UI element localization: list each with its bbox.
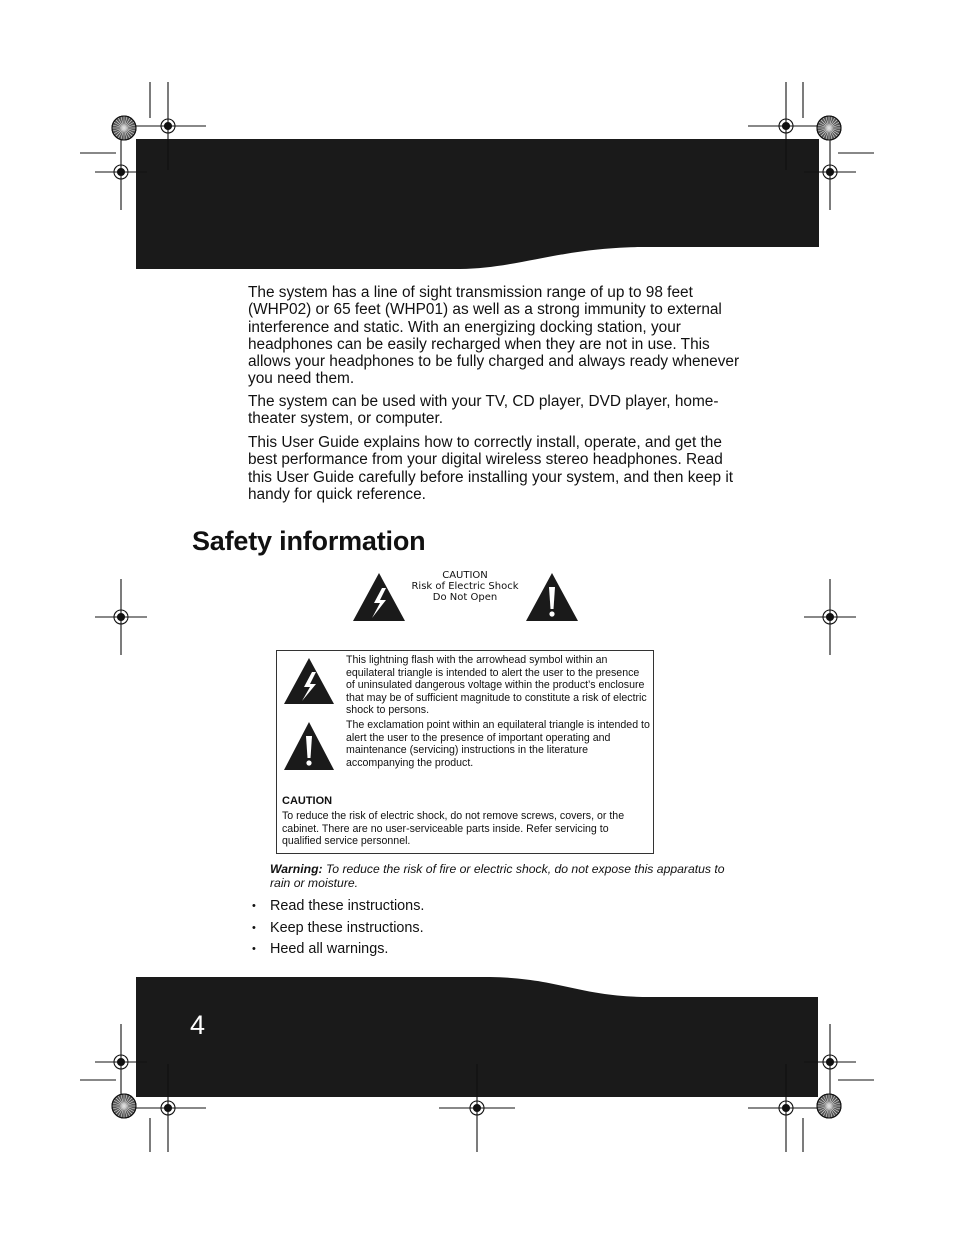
bullet-glyph: •	[252, 921, 256, 934]
section-title: Safety information	[192, 526, 426, 556]
lightning-symbol-text: This lightning flash with the arrowhead symbol within an equilateral triangle is intended to alert the user to the presence of uninsulated dangerous voltage within the product’s enclosure that may be of sufficient magnitude to constitute a risk of electric shock to persons.	[346, 654, 647, 717]
registration-mark	[95, 579, 147, 655]
list-item	[252, 918, 424, 940]
instruction-read: Read these instructions.	[270, 898, 425, 914]
safety-symbols-box	[276, 650, 654, 854]
warning-label: Warning:	[270, 862, 323, 876]
caution-heading: CAUTION	[282, 795, 333, 807]
bullet-glyph: •	[252, 943, 256, 956]
registration-target	[817, 1094, 841, 1118]
exclamation-warning-icon	[525, 572, 579, 622]
page-number: 4	[190, 1010, 206, 1040]
warning-note	[270, 862, 740, 891]
caution-label	[408, 570, 522, 604]
list-item	[252, 939, 424, 961]
intro-paragraph-compatibility: The system can be used with your TV, CD player, DVD player, home-theater system, or computer.	[248, 393, 719, 428]
bullet-glyph: •	[252, 900, 256, 912]
instruction-keep: Keep these instructions.	[270, 919, 424, 936]
registration-target	[112, 1094, 136, 1118]
caution-label-do-not-open: Do Not Open	[432, 592, 498, 604]
intro-paragraph-user-guide: This User Guide explains how to correctly install, operate, and get the best performance from your digital wireless stereo headphones. Read this User Guide carefully before installing your system, and then keep it handy for quick reference.	[248, 434, 734, 503]
caution-label-title: CAUTION	[442, 570, 488, 581]
registration-mark	[804, 579, 856, 655]
top-banner	[136, 139, 819, 269]
caution-text: To reduce the risk of electric shock, do not remove screws, covers, or the cabinet. There are no user-serviceable parts inside. Refer servicing to qualified service personnel.	[282, 810, 625, 848]
exclamation-symbol-icon	[283, 721, 335, 771]
registration-target	[112, 116, 136, 140]
lightning-symbol-icon	[283, 657, 335, 705]
exclamation-symbol-text: The exclamation point within an equilateral triangle is intended to alert the user to the presence of important operating and maintenance (servicing) instructions in the literature accompanying the product.	[346, 719, 650, 769]
list-item	[252, 896, 424, 918]
instruction-heed: Heed all warnings.	[270, 941, 389, 958]
registration-target	[817, 116, 841, 140]
instructions-list	[252, 896, 424, 961]
warning-text: To reduce the risk of fire or electric shock, do not expose this apparatus to rain or moisture.	[270, 862, 725, 891]
intro-paragraph-range: The system has a line of sight transmission range of up to 98 feet (WHP02) or 65 feet (WHP01) as well as a strong immunity to external interference and static. With an energizing docking station, your headphones can be easily recharged when they are not in use. This allows your headphones to be fully charged and always ready whenever you need them.	[248, 284, 740, 388]
lightning-warning-icon	[352, 572, 406, 622]
caution-label-risk: Risk of Electric Shock	[411, 581, 519, 593]
